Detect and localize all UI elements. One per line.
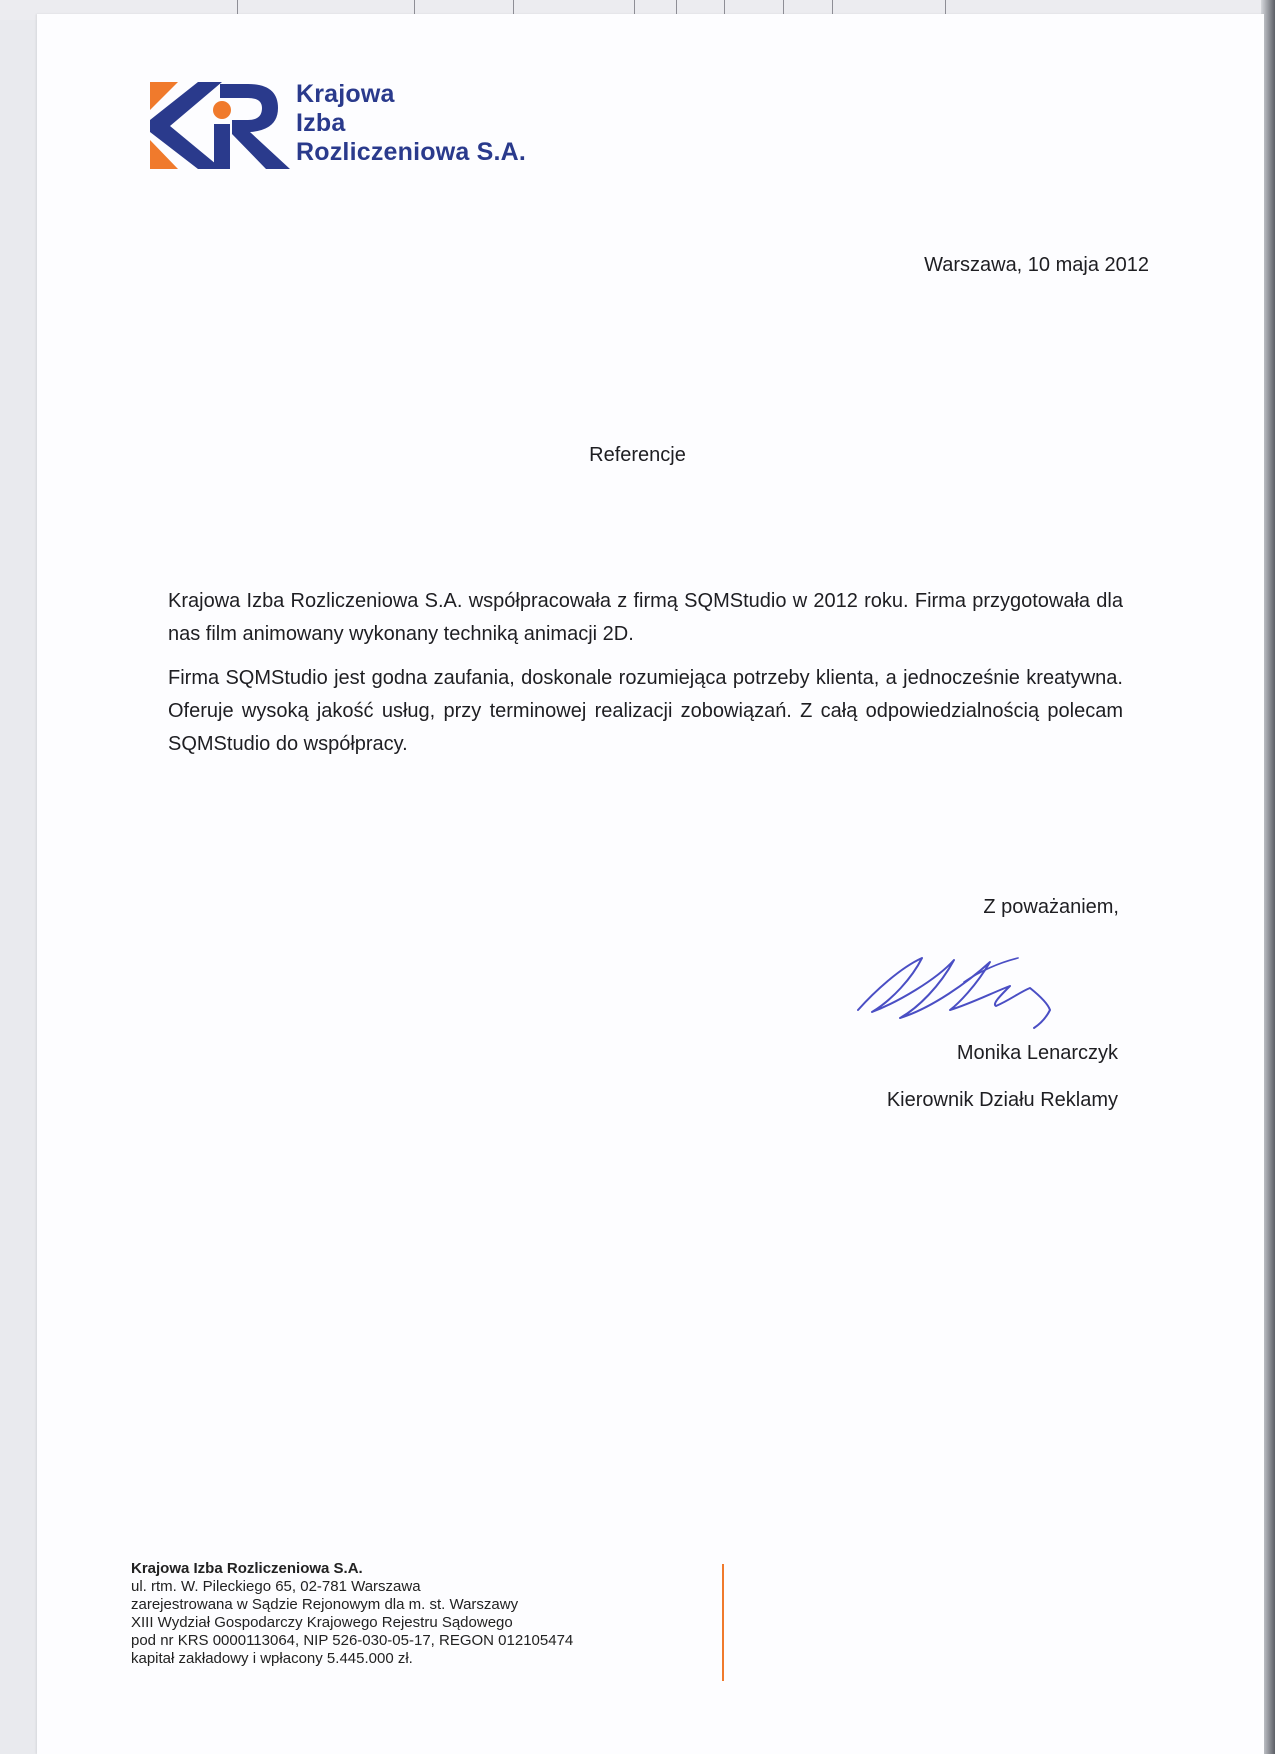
handwritten-signature xyxy=(852,952,1072,1044)
letter-date: Warszawa, 10 maja 2012 xyxy=(924,254,1149,276)
footer-line: ul. rtm. W. Pileckiego 65, 02-781 Warszawa xyxy=(131,1578,421,1595)
body-paragraph: Firma SQMStudio jest godna zaufania, doskonale rozumiejąca potrzeby klienta, a jednocześnie kreatywna. Oferuje wysoką jakość usług, przy terminowej realizacji zobowiązań. Z całą odpowiedzialnością polecam SQMStudio do współpracy. xyxy=(168,667,1123,755)
signer-role: Kierownik Działu Reklamy xyxy=(886,1089,1118,1111)
letterhead-name-line: Izba xyxy=(296,109,346,137)
body-paragraph: Krajowa Izba Rozliczeniowa S.A. współpracowała z firmą SQMStudio w 2012 roku. Firma przygotowała dla nas film animowany wykonany techniką animacji 2D. xyxy=(168,590,1123,645)
letter-closing: Z poważaniem, xyxy=(983,896,1119,918)
letterhead-company-name xyxy=(296,80,526,167)
footer-line: kapitał zakładowy i wpłacony 5.445.000 zł. xyxy=(131,1650,413,1667)
footer-company: Krajowa Izba Rozliczeniowa S.A. xyxy=(131,1560,363,1577)
footer-line: zarejestrowana w Sądzie Rejonowym dla m. st. Warszawy xyxy=(131,1596,519,1613)
letterhead-name-line: Krajowa xyxy=(296,80,395,108)
footer-line: pod nr KRS 0000113064, NIP 526-030-05-17, REGON 012105474 xyxy=(131,1632,574,1649)
signer-name: Monika Lenarczyk xyxy=(956,1042,1118,1064)
footer-line: XIII Wydział Gospodarczy Krajowego Rejestru Sądowego xyxy=(131,1614,513,1631)
krir-logo-icon xyxy=(150,82,290,169)
letter-subject: Referencje xyxy=(589,444,686,466)
footer-divider xyxy=(722,1564,724,1681)
letterhead-name-line: Rozliczeniowa S.A. xyxy=(296,138,527,166)
letter-body xyxy=(168,585,1123,772)
letter-footer xyxy=(131,1560,573,1668)
